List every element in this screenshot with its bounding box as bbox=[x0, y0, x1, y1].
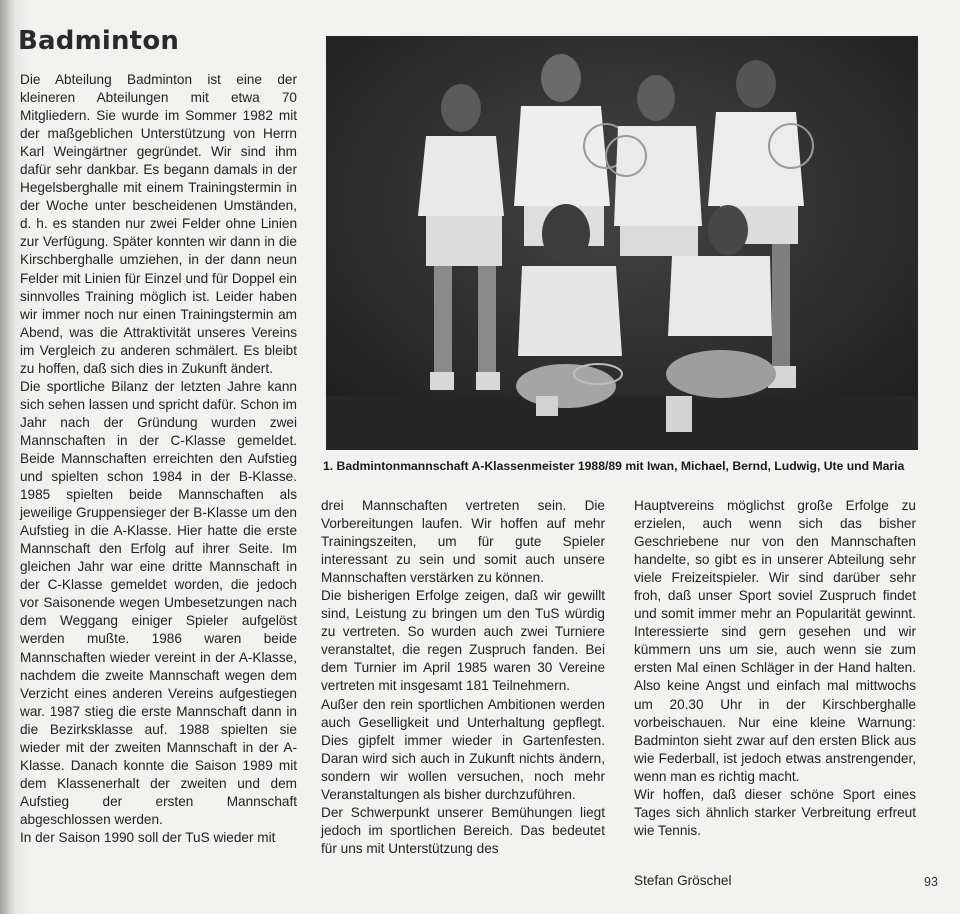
paragraph: Die bisherigen Erfolge zeigen, daß wir gewillt sind, Leistung zu bringen um den TuS würdig zu vertreten. So wurden auch zwei Turniere veranstaltet, die regen Zuspruch fanden. Bei dem Turnier im April 1985 waren 30 Vereine vertreten mit insgesamt 181 Teilnehmern. bbox=[321, 588, 605, 694]
text-column-1 bbox=[20, 71, 297, 847]
paragraph: Die sportliche Bilanz der letzten Jahre kann sich sehen lassen und spricht dafür. Schon im Jahr nach der Gründung wurden zwei Mannschaften in der C-Klasse gemeldet. Beide Mannschaften erreichten den Aufstieg und spielten schon 1984 in der B-Klasse. 1985 spielten beide Mannschaften als jeweilige Gruppensieger der B-Klasse um den Aufstieg in die A-Klasse. Hier hatte die erste Mannschaft den Erfolg auf ihrer Seite. Im gleichen Jahr war eine dritte Mannschaft in der C-Klasse gemeldet worden, die jedoch vor Saisonende wegen Umbesetzungen nach dem Weggang einiger Spieler aufgelöst werden mußte. 1986 waren beide Mannschaften wieder vereint in der A-Klasse, nachdem die zweite Mannschaft wegen dem Verzicht eines anderen Vereins aufgestiegen war. 1987 stieg die erste Mannschaft dann in die Bezirksklasse auf. 1988 spielten sie wieder mit der zweiten Mannschaft in der A-Klasse. Danach konnte die Saison 1989 mit dem Klassenerhalt der zweiten und dem Aufstieg der ersten Mannschaft abgeschlossen werden. bbox=[20, 378, 297, 827]
author-signature: Stefan Gröschel bbox=[634, 873, 732, 888]
paragraph: drei Mannschaften vertreten sein. Die Vorbereitungen laufen. Wir hoffen auf mehr Trainingszeiten, um für gute Spieler interessant zu sein und somit auch unsere Mannschaften verstärken zu können. bbox=[321, 498, 605, 586]
text-column-3 bbox=[634, 497, 916, 840]
paragraph: Wir hoffen, daß dieser schöne Sport eines Tages sich ähnlich starker Verbreitung erfreut wie Tennis. bbox=[634, 786, 916, 838]
photo-caption: 1. Badmintonmannschaft A-Klassenmeister 1988/89 mit Iwan, Michael, Bernd, Ludwig, Ute und Maria bbox=[323, 459, 905, 473]
paragraph: Hauptvereins möglichst große Erfolge zu erzielen, auch wenn sich das bisher Geschriebene nur von den Mannschaften handelte, so gibt es in unserer Abteilung sehr viele Freizeitspieler. Wir sind darüber sehr froh, daß unser Sport soviel Zuspruch findet und somit immer mehr an Popularität gewinnt. Interessierte sind gern gesehen und wir kümmern uns um sie, auch wenn sie zum ersten Mal einen Schläger in der Hand halten. Also keine Angst und einfach mal mittwochs um 20.30 Uhr in der Kirschberghalle vorbeischauen. Nur eine kleine Warnung: Badminton sieht zwar auf den ersten Blick aus wie Federball, ist jedoch etwas anstrengender, wenn man es richtig macht. bbox=[634, 498, 916, 784]
team-photo-illustration bbox=[326, 36, 918, 450]
article-title: Badminton bbox=[18, 26, 180, 56]
paragraph: Außer den rein sportlichen Ambitionen werden auch Geselligkeit und Unterhaltung gepflegt. Dies gipfelt immer wieder in Gartenfesten. Daran wird sich auch in Zukunft nichts ändern, sondern wir wollen versuchen, noch mehr Veranstaltungen als bisher durchzuführen. bbox=[321, 696, 605, 802]
page-number: 93 bbox=[924, 875, 938, 889]
book-gutter-shadow bbox=[0, 0, 16, 914]
team-photo bbox=[326, 36, 918, 450]
paragraph: Die Abteilung Badminton ist eine der kleineren Abteilungen mit etwa 70 Mitgliedern. Sie wurde im Sommer 1982 mit der maßgeblichen Unterstützung von Herrn Karl Weingärtner gegründet. Wir sind ihm dafür sehr dankbar. Es begann damals in der Hegelsberghalle mit einem Trainingstermin in der Woche unter bescheidenen Umständen, d. h. es standen nur zwei Felder ohne Linien zur Verfügung. Später konnten wir dann in die Kirschberghalle umziehen, in der dann neun Felder mit Linien für Einzel und für Doppel ein sinnvolles Training möglich ist. Leider haben wir immer noch nur einen Trainingstermin am Abend, was die Attraktivität unseres Vereins im Vergleich zu anderen schmälert. Es bleibt zu hoffen, daß sich dies in Zukunft ändert. bbox=[20, 72, 297, 376]
paragraph: In der Saison 1990 soll der TuS wieder mit bbox=[20, 829, 276, 845]
text-column-2 bbox=[321, 497, 605, 858]
paragraph: Der Schwerpunkt unserer Bemühungen liegt jedoch im sportlichen Bereich. Das bedeutet für uns mit Unterstützung des bbox=[321, 804, 605, 856]
